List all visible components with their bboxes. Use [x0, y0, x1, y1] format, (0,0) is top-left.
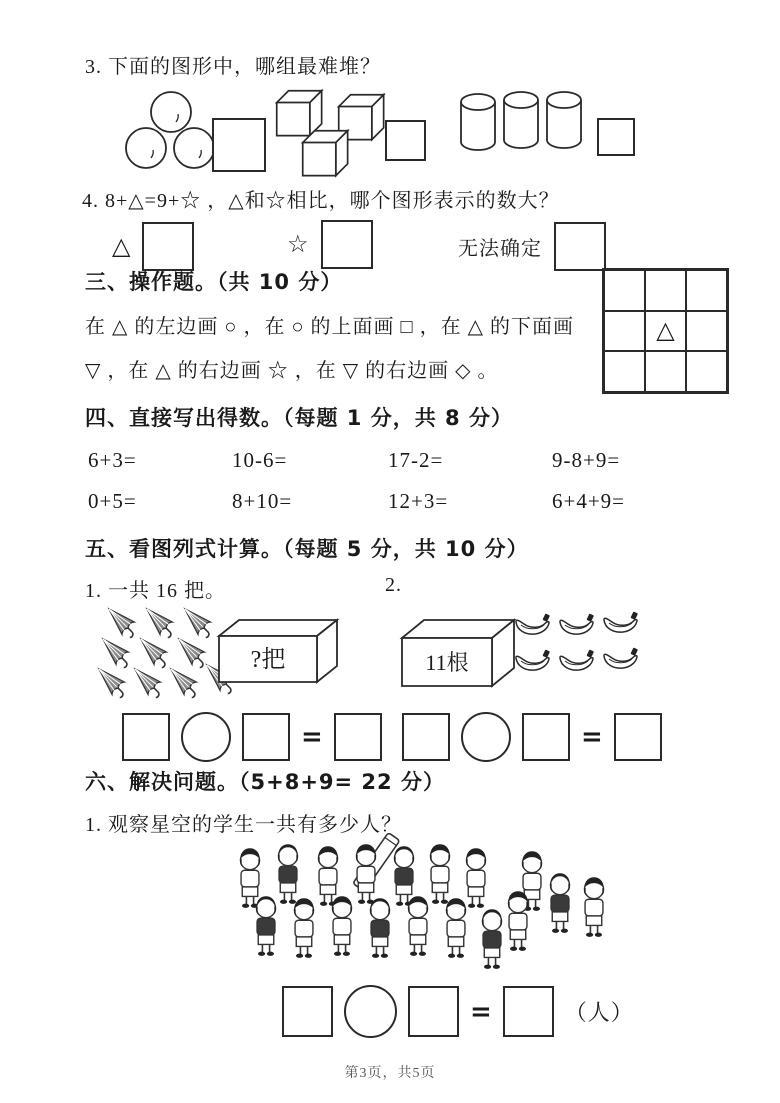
section-5-heading: 五、看图列式计算。（每题 5 分，共 10 分） — [85, 537, 529, 561]
star-symbol: ☆ — [287, 232, 309, 258]
q4-option-cannot-determine — [458, 222, 606, 271]
q5-2-equation — [402, 712, 662, 762]
equation-operator-circle — [344, 985, 397, 1038]
q5-1-equation — [122, 712, 382, 762]
q6-1-text: 1. 观察星空的学生一共有多少人？ — [85, 814, 402, 836]
q4-option-triangle — [112, 222, 194, 271]
cylinder-group-image — [458, 88, 586, 156]
q5-2-label: 2. — [385, 574, 402, 596]
students-telescope-group-image — [220, 843, 510, 983]
section-6-heading: 六、解决问题。（5+8+9= 22 分） — [85, 770, 445, 794]
problem-6plus3: 6+3= — [88, 448, 137, 472]
unit-label: （人） — [564, 1000, 634, 1025]
equals-sign: = — [581, 722, 603, 752]
q4-option-star — [287, 220, 373, 269]
q4-answer-box-cannot-determine — [554, 222, 606, 271]
problem-17minus2: 17-2= — [388, 448, 444, 472]
banana-box-image — [398, 612, 516, 692]
section-3-heading: 三、操作题。（共 10 分） — [85, 270, 343, 294]
equation-number-box — [402, 713, 450, 761]
q6-1-equation — [282, 985, 634, 1038]
q3-answer-box-spheres — [212, 118, 266, 172]
problem-6plus4plus9: 6+4+9= — [552, 489, 626, 513]
q4-answer-box-triangle — [142, 222, 194, 271]
grid-cell — [604, 270, 645, 311]
page-number: 第3页，共5页 — [344, 1066, 436, 1081]
grid-cell — [645, 270, 686, 311]
grid-cell — [604, 351, 645, 392]
q3-answer-box-cylinders — [597, 118, 635, 156]
question-3-title: 3. 下面的图形中，哪组最难堆？ — [85, 56, 381, 78]
equation-number-box — [242, 713, 290, 761]
grid-cell-triangle: △ — [645, 311, 686, 352]
question-4-title: 4. 8+△=9+☆ ，△和☆相比，哪个图形表示的数大？ — [82, 190, 560, 212]
equation-result-box — [614, 713, 662, 761]
equation-number-box — [408, 986, 459, 1037]
problem-0plus5: 0+5= — [88, 489, 137, 513]
q3-answer-box-cubes — [385, 120, 426, 161]
problem-9minus8plus9: 9-8+9= — [552, 448, 621, 472]
problem-10minus6: 10-6= — [232, 448, 288, 472]
equation-number-box — [282, 986, 333, 1037]
equation-number-box — [522, 713, 570, 761]
grid-cell — [686, 311, 727, 352]
problem-8plus10: 8+10= — [232, 489, 293, 513]
mystery-box-label: ?把 — [250, 647, 286, 673]
equation-result-box — [503, 986, 554, 1037]
q5-1-label: 1. 一共 16 把。 — [85, 580, 226, 602]
grid-cell — [686, 270, 727, 311]
section-3-instruction-line-2: ▽ ，在 △ 的右边画 ☆ ，在 ▽ 的右边画 ◇ 。 — [85, 360, 499, 382]
q4-answer-box-star — [321, 220, 373, 269]
students-walking-group-image — [472, 850, 632, 982]
grid-cell — [686, 351, 727, 392]
mystery-box-image — [213, 614, 339, 688]
triangle-symbol: △ — [112, 234, 131, 260]
equation-operator-circle — [461, 712, 511, 762]
equation-operator-circle — [181, 712, 231, 762]
section-3-instruction-line-1: 在 △ 的左边画 ○ ，在 ○ 的上面画 □ ，在 △ 的下面画 — [85, 316, 575, 338]
equals-sign: = — [470, 996, 492, 1027]
banana-group-image — [512, 606, 642, 678]
section-4-heading: 四、直接写出得数。（每题 1 分，共 8 分） — [85, 406, 513, 430]
cannot-determine-label: 无法确定 — [458, 238, 542, 260]
placement-grid — [602, 268, 729, 394]
grid-cell — [604, 311, 645, 352]
equals-sign: = — [301, 722, 323, 752]
equation-result-box — [334, 713, 382, 761]
grid-cell — [645, 351, 686, 392]
equation-number-box — [122, 713, 170, 761]
problem-12plus3: 12+3= — [388, 489, 449, 513]
banana-box-label: 11根 — [425, 650, 469, 675]
